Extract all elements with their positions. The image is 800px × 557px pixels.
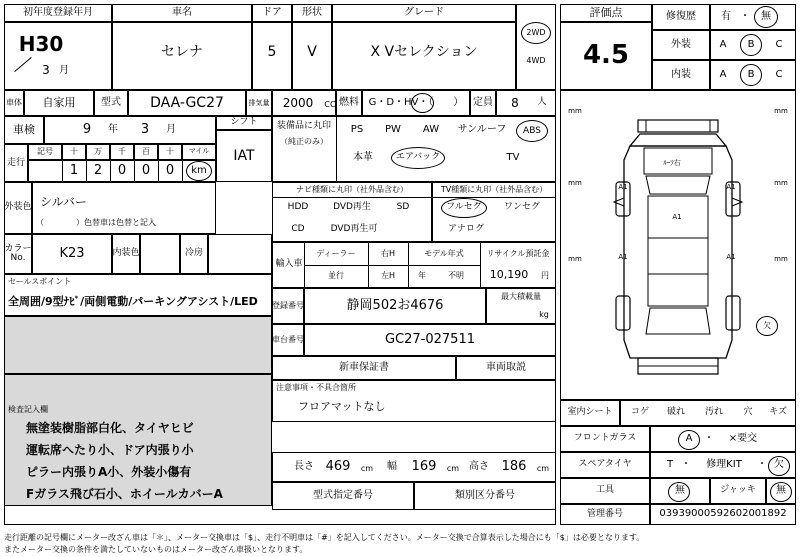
- footer-line-1: 走行距離の記号欄にメーター改ざん車は「＊」、メーター交換車は「$」、走行不明車は「#」を記入してください。メーター交換で合算表示した場合にも「$」は必要となります。: [4, 533, 645, 542]
- spare-tire-opt-none: 欠: [774, 458, 784, 470]
- registration-value: 静岡502お4676: [346, 298, 444, 314]
- interior-sheet-item-3: 穴: [743, 407, 753, 418]
- fuel-selected-circle: [411, 93, 434, 113]
- mileage-digit-0: [28, 160, 62, 182]
- use-label: 車体: [6, 98, 22, 107]
- diagram-mark-a1-3: A1: [726, 253, 736, 262]
- color-no-label: カラーNo.: [4, 243, 32, 263]
- tv-title-rule: [432, 197, 556, 198]
- recycle-label: リサイクル預託金: [486, 248, 550, 258]
- interior-color-label: 内装色: [112, 248, 140, 259]
- fuel-options: G・D・HV・（ ）: [368, 96, 464, 108]
- equipment-tv: TV: [506, 151, 520, 163]
- size-width-unit: cm: [446, 463, 460, 473]
- inspection-note-0: 無塗装樹脂部白化、タイヤヒビ: [26, 420, 194, 435]
- navi-hdd: HDD: [287, 202, 309, 213]
- diagram-mm-label-0: mm: [568, 107, 582, 116]
- sales-point-label: セールスポイント: [8, 276, 72, 286]
- shift-value: IAT: [233, 147, 255, 164]
- tv-fullseg: フルセグ: [446, 202, 482, 213]
- diagram-mm-label-4: mm: [774, 179, 788, 188]
- capacity-unit: 人: [537, 97, 547, 108]
- score-label: 評価点: [589, 6, 623, 20]
- import-lh: 左H: [380, 270, 395, 280]
- mileage-km-circle: [186, 161, 212, 181]
- front-glass-opt-a: A: [685, 432, 693, 444]
- inspection-value-cell: [44, 116, 216, 144]
- exterior-grade-a: A: [719, 38, 727, 50]
- import-divider-3: [480, 242, 481, 288]
- equipment-pw: PW: [385, 123, 401, 135]
- repair-yes: 有: [721, 10, 731, 22]
- interior-color-value-cell: [140, 234, 180, 274]
- displacement-unit: CC: [324, 99, 336, 109]
- tools-selected-circle: [668, 482, 690, 502]
- jack-label: ジャッキ: [720, 485, 756, 496]
- import-row-rule-right: [408, 265, 480, 266]
- chassis-label: 車台番号: [272, 334, 304, 344]
- diagram-mm-label-2: mm: [568, 255, 582, 264]
- caution-label: 注意事項・不具合箇所: [276, 382, 356, 392]
- sales-point-value: 全周囲/9型ﾅﾋﾞ/両側電動/パーキングアシスト/LED: [8, 295, 258, 309]
- equipment-ps: PS: [350, 123, 364, 135]
- spare-tire-opt-t: T: [666, 458, 674, 470]
- shape-label: 形状: [302, 6, 322, 18]
- drive-4wd: 4WD: [526, 55, 546, 65]
- inspection-year-unit: 年: [108, 123, 118, 135]
- inspection-note-1: 運転席へたり小、ドア内張り小: [26, 442, 194, 457]
- repair-no: 無: [761, 10, 771, 22]
- interior-sheet-item-4: キズ: [769, 407, 787, 418]
- diagram-mm-label-3: mm: [774, 107, 788, 116]
- car-name-value: セレナ: [161, 43, 203, 60]
- size-width-label: 幅: [387, 460, 397, 472]
- drive-cell: [516, 4, 556, 90]
- inspection-month-unit: 月: [166, 123, 176, 135]
- mileage-unit-km: km: [191, 164, 207, 176]
- interior-sheet-item-1: 破れ: [666, 407, 685, 418]
- shift-label: シフト: [230, 117, 258, 128]
- interior-sheet-item-0: コゲ: [630, 407, 649, 418]
- score-value: 4.5: [582, 40, 630, 71]
- equipment-title: 装備品に丸印: [276, 121, 331, 132]
- max-load-label: 最大積載量: [501, 291, 541, 301]
- spare-tire-opt-kit: 修理KIT: [706, 458, 742, 470]
- recycle-value: 10,190: [489, 268, 529, 282]
- management-no-label: 管理番号: [586, 508, 623, 519]
- mileage-divider-5: [182, 160, 183, 182]
- color-no-value: K23: [59, 246, 85, 262]
- equipment-aw: AW: [422, 123, 440, 135]
- navi-cd: CD: [291, 224, 305, 235]
- import-dealer: ディーラー: [316, 248, 356, 258]
- size-length-unit: cm: [360, 463, 374, 473]
- management-no-value: 03939000592602001892: [659, 508, 787, 520]
- size-height-label: 高さ: [469, 460, 489, 472]
- equipment-label-divider: [336, 116, 337, 182]
- diagram-mm-label-5: mm: [774, 255, 788, 264]
- inspection-note-3: Fガラス飛び石小、ホイールカバーA: [26, 486, 223, 501]
- front-glass-label: フロントガラス: [573, 433, 637, 444]
- ac-value-cell: [208, 234, 272, 274]
- diagram-mark-a1-1: A1: [726, 183, 736, 192]
- mileage-digit-2: 2: [93, 163, 103, 179]
- interior-label: 内装: [671, 68, 691, 80]
- displacement-label: 排気量: [248, 98, 270, 107]
- tv-title: TV種類に丸印（社外品含む）: [440, 184, 548, 194]
- diagram-mm-label-1: mm: [568, 179, 582, 188]
- jack-selected-circle: [770, 482, 792, 502]
- mileage-col-label-2: 千: [118, 146, 126, 156]
- inspection-notes-label: 検査記入欄: [8, 404, 48, 414]
- registration-label: 登録番号: [272, 300, 304, 310]
- model-label: 型式: [101, 96, 121, 108]
- interior-sheet-label: 室内シート: [567, 407, 613, 418]
- diagram-mark-a1-0: A1: [618, 183, 628, 192]
- equipment-abs: ABS: [516, 120, 548, 142]
- exterior-selected-circle: [740, 34, 762, 56]
- tools-value: 無: [675, 484, 685, 496]
- max-load-unit: kg: [539, 309, 549, 319]
- exterior-color-label: 外装色: [4, 202, 32, 213]
- mileage-label: 走行: [6, 157, 25, 168]
- spare-tire-label: スペアタイヤ: [578, 459, 632, 470]
- mileage-col-label-4: 十: [166, 146, 174, 156]
- navi-title: ナビ種類に丸印（社外品含む）: [296, 184, 408, 194]
- interior-grade-a: A: [719, 68, 727, 80]
- spare-tire-selected-circle: [768, 456, 790, 476]
- import-rh: 右H: [380, 248, 395, 258]
- tv-analog: アナログ: [447, 224, 484, 235]
- front-glass-opt-dot: ・: [704, 432, 714, 444]
- tv-fullseg-circle: [441, 198, 487, 218]
- chassis-value: GC27-027511: [384, 332, 475, 348]
- mileage-col-label-3: 百: [142, 146, 150, 156]
- grade-value: X Vセレクション: [370, 43, 478, 60]
- navi-title-rule: [272, 197, 432, 198]
- car-diagram: [560, 90, 796, 400]
- mileage-digit-5: 0: [165, 163, 175, 179]
- diagram-rear-mark: 欠: [756, 316, 778, 336]
- equipment-subtitle: （純正のみ）: [280, 136, 328, 146]
- spare-tire-opt-dot2: ・: [757, 458, 767, 470]
- import-label: 輸入車: [275, 259, 303, 270]
- import-parallel: 並行: [328, 270, 344, 280]
- inspection-note-2: ピラー内張りA小、外装小傷有: [26, 464, 192, 479]
- class-code-label: 類別区分番号: [455, 489, 515, 501]
- capacity-label: 定員: [473, 96, 493, 108]
- diagram-roof-label: ﾙｰﾌ右: [663, 159, 681, 168]
- equipment-airbag-circle: [391, 147, 445, 169]
- mileage-unit-mile: マイル: [188, 147, 210, 156]
- size-length-label: 長さ: [294, 460, 314, 472]
- inspection-year-value: 9: [82, 122, 92, 138]
- capacity-value: 8: [511, 95, 519, 110]
- size-height-value: 186: [501, 459, 527, 475]
- door-value: 5: [267, 43, 277, 60]
- spare-tire-opt-dot1: ・: [681, 458, 691, 470]
- size-height-unit: cm: [536, 463, 550, 473]
- drive-2wd-circle: 2WD: [521, 22, 551, 44]
- repair-label: 修復歴: [666, 10, 696, 22]
- fuel-label: 燃料: [339, 96, 359, 108]
- model-year-unit: 年: [418, 270, 426, 280]
- front-glass-selected-circle: [678, 430, 700, 450]
- exterior-color-note: （ ）色替車は色替と記入: [36, 217, 156, 227]
- inspection-month-value: 3: [140, 122, 150, 138]
- import-row-rule-left: [304, 265, 408, 266]
- repair-no-circle: [754, 6, 778, 28]
- exterior-color-value: シルバー: [40, 194, 87, 209]
- reg-month-value: 3: [42, 62, 50, 77]
- interior-grade-c: C: [775, 68, 783, 80]
- shape-value: V: [307, 43, 317, 60]
- mileage-marker-label: 記号: [37, 146, 53, 156]
- size-width-value: 169: [411, 459, 437, 475]
- equipment-airbag: エアバック: [395, 152, 441, 163]
- size-length-value: 469: [325, 459, 351, 475]
- recycle-unit: 円: [541, 270, 549, 280]
- mileage-col-label-1: 万: [94, 146, 102, 156]
- exterior-label: 外装: [671, 38, 691, 50]
- model-year-label: モデル年式: [424, 248, 464, 258]
- reg-month-unit: 月: [59, 64, 69, 76]
- exterior-grade-c: C: [775, 38, 783, 50]
- left-gray-band: [4, 316, 272, 374]
- floor-mat-note: フロアマットなし: [298, 400, 386, 414]
- grade-label: グレード: [404, 6, 444, 18]
- diagram-mark-a1-4: A1: [672, 213, 682, 222]
- car-name-label: 車名: [172, 6, 192, 18]
- door-label: ドア: [262, 6, 282, 18]
- equipment-sunroof: サンルーフ: [457, 123, 507, 135]
- interior-selected-circle: [740, 64, 762, 86]
- model-value: DAA-GC27: [150, 94, 224, 111]
- displacement-value: 2000: [282, 95, 314, 110]
- use-value: 自家用: [42, 96, 76, 110]
- navi-dvd-play: DVD再生可: [330, 224, 378, 235]
- new-cert-label: 新車保証書: [339, 361, 389, 373]
- reg-date-label: 初年度登録年月: [23, 6, 93, 18]
- navi-sd: SD: [396, 202, 410, 213]
- mileage-col-label-0: 十: [70, 146, 78, 156]
- front-glass-opt-x: ×要交: [728, 432, 758, 444]
- tools-label: 工具: [595, 485, 614, 496]
- exterior-grade-b: B: [747, 38, 755, 50]
- diagram-mark-a1-2: A1: [618, 253, 628, 262]
- interior-grade-b: B: [747, 68, 755, 80]
- repair-dot: ・: [740, 10, 750, 22]
- mileage-digit-4: 0: [141, 163, 151, 179]
- model-code-label: 型式指定番号: [313, 489, 373, 501]
- ac-label: 冷房: [184, 248, 203, 259]
- inspection-label: 車検: [13, 123, 35, 137]
- equipment-leather: 本革: [353, 151, 373, 163]
- footer-line-2: またメーター交換の条件を満たしていないものはメーター改ざん車扱いとなります。: [4, 545, 308, 554]
- navi-dvd: DVD再生: [333, 202, 371, 213]
- reg-date-value: H30: [18, 31, 64, 56]
- jack-value: 無: [776, 484, 786, 496]
- interior-sheet-item-2: 汚れ: [704, 407, 723, 418]
- mileage-digit-3: 0: [117, 163, 127, 179]
- manual-label: 車両取説: [486, 361, 526, 373]
- mileage-digit-1: 1: [69, 163, 79, 179]
- tv-oneseg: ワンセグ: [503, 202, 540, 213]
- model-year-unknown: 不明: [448, 270, 464, 280]
